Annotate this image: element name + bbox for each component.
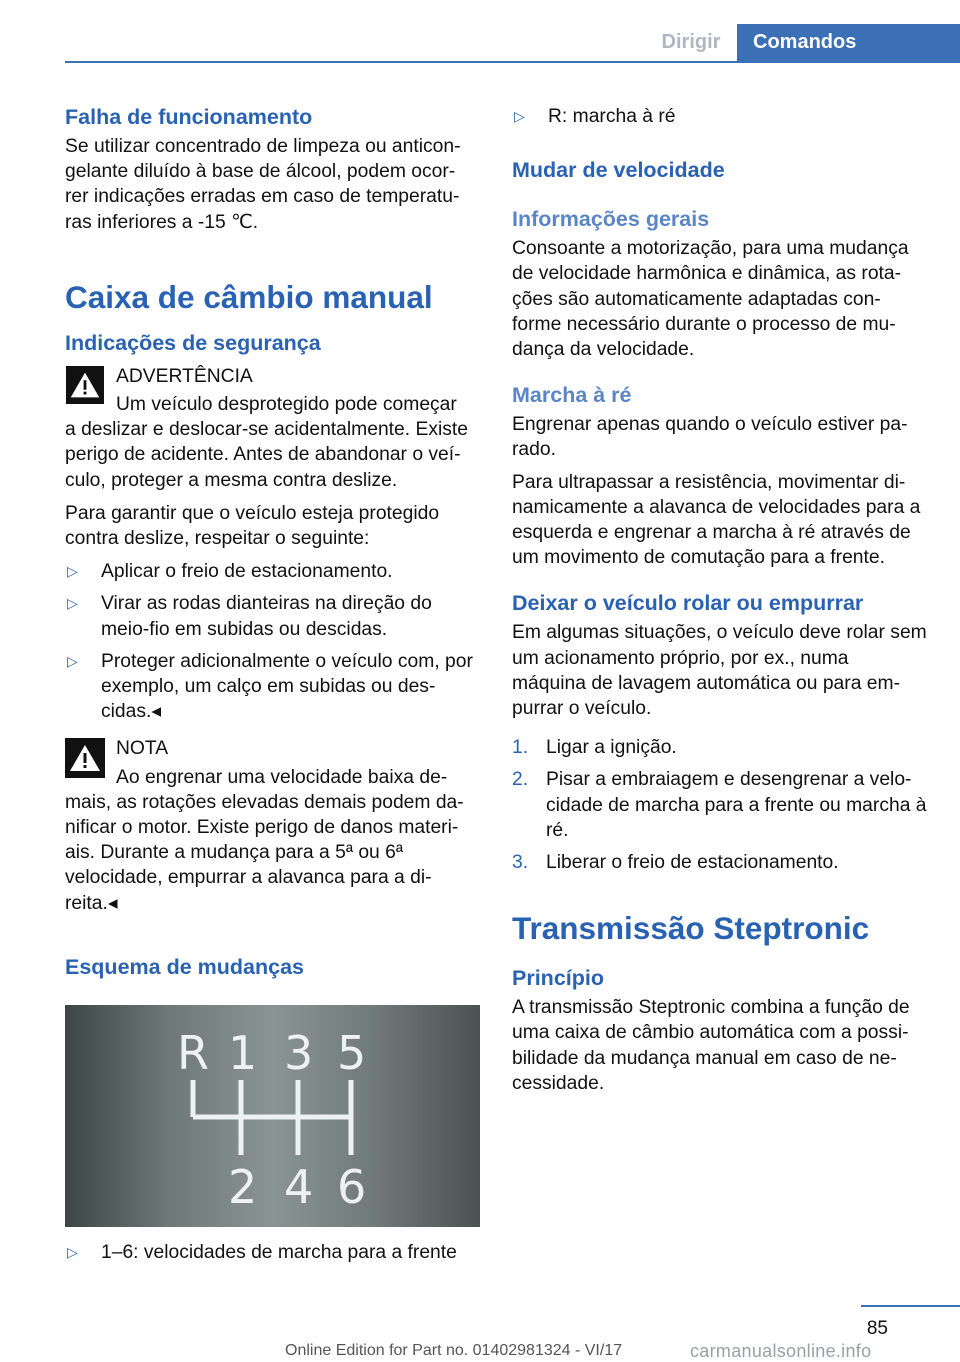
deixar-text: Em algumas situações, o veículo deve rolar sem um acionamento próprio, por ex., numa máquina de lavagem automática ou para em-purrar o veículo.: [512, 622, 927, 720]
bullet-list: [65, 559, 480, 724]
principio-text: A transmissão Steptronic combina a função de uma caixa de câmbio automática com a possi-bilidade da mudança manual em caso de ne-cessidade.: [512, 997, 910, 1094]
r-bullet-text: R: marcha à ré: [548, 106, 676, 127]
mudar-title: Mudar de velocidade: [512, 158, 725, 183]
step-text: Liberar o freio de estacionamento.: [546, 852, 839, 874]
gear-label-2: 2: [228, 1160, 258, 1214]
warning2-text-rest: mais, as rotações elevadas demais podem da-nificar o motor. Existe perigo de danos materi-ais. Durante a mudança para a 5ª ou 6ª velocidade, empurrar a alavanca para a di-reita.◂: [65, 791, 464, 914]
scheme-title: Esquema de mudanças: [65, 954, 304, 979]
list-item: [512, 850, 927, 875]
info-text: Consoante a motorização, para uma mudança de velocidade harmônica e dinâmica, as rota-ções são automaticamente adaptadas con-forme necessário durante o processo de mu-dança da velocidade.: [512, 238, 909, 361]
gear-label-r: R: [177, 1026, 209, 1080]
principio-title: Princípio: [512, 966, 604, 991]
tab-comandos[interactable]: Comandos: [737, 24, 960, 61]
triangle-bullet-icon: ▷: [67, 652, 78, 669]
falha-text: Se utilizar concentrado de limpeza ou anticon-gelante diluído à base de álcool, podem ocor-rer indicações erradas em caso de temperatu-ras inferiores a -15 ℃.: [65, 136, 461, 233]
left-column: [65, 104, 480, 982]
bullet-text: Aplicar o freio de estacionamento.: [101, 561, 393, 583]
step-text: Ligar a ignição.: [546, 737, 677, 759]
triangle-bullet-icon: ▷: [67, 1244, 78, 1260]
gear-label-4: 4: [284, 1160, 314, 1214]
deixar-title: Deixar o veículo rolar ou empurrar: [512, 591, 864, 616]
tab-dirigir[interactable]: Dirigir: [661, 31, 721, 53]
warning-triangle-icon: [65, 738, 105, 778]
list-item: [65, 649, 480, 725]
marcha-text1: Engrenar apenas quando o veículo estiver pa-rado.: [512, 414, 908, 461]
warning2-head: NOTA: [116, 738, 169, 760]
list-item: [65, 559, 480, 584]
steps-list: [512, 735, 927, 875]
warning1-text-first: Um veículo desprotegido pode começar: [116, 394, 457, 416]
warning1-text-rest: a deslizar e deslocar-se acidentalmente. Existe perigo de acidente. Antes de abandonar o veí-culo, proteger a mesma contra deslize.: [65, 419, 468, 491]
para-intro: Para garantir que o veículo esteja protegido contra deslize, respeitar o seguinte:: [65, 502, 440, 550]
marcha-text2: Para ultrapassar a resistência, movimentar di-namicamente a alavanca de velocidades para a esquerda e engrenar a marcha à ré através de um movimento de comutação para a frente.: [512, 471, 921, 569]
warning-advertencia: [65, 364, 480, 493]
gear-shift-pattern-image: [65, 1005, 480, 1227]
triangle-bullet-icon: ▷: [67, 595, 78, 612]
step-text: Pisar a embraiagem e desengrenar a velo-cidade de marcha para a frente ou marcha à ré.: [546, 769, 927, 841]
step-number: 3.: [512, 852, 529, 874]
steptronic-title: Transmissão Steptronic: [512, 910, 870, 947]
triangle-bullet-icon: ▷: [67, 563, 78, 580]
scheme-bullet-text: 1–6: velocidades de marcha para a frente: [101, 1242, 457, 1263]
gear-label-1: 1: [228, 1026, 258, 1080]
list-item: [65, 591, 480, 641]
safety-title: Indicações de segurança: [65, 330, 321, 355]
bullet-text: Proteger adicionalmente o veículo com, por exemplo, um calço em subidas ou des-cidas.◂: [101, 650, 473, 723]
page-number: 85: [866, 1318, 888, 1339]
footer-rule: [861, 1305, 960, 1307]
bullet-text: Virar as rodas dianteiras na direção do meio-fio em subidas ou descidas.: [101, 593, 432, 640]
marcha-title: Marcha à ré: [512, 383, 632, 408]
warning-triangle-icon: [65, 366, 105, 406]
gear-label-3: 3: [284, 1026, 314, 1080]
info-title: Informações gerais: [512, 207, 710, 232]
step-number: 1.: [512, 737, 529, 759]
right-column: [512, 104, 927, 1096]
falha-title: Falha de funcionamento: [65, 105, 313, 129]
edition-note: Online Edition for Part no. 01402981324 - VI/17: [285, 1342, 623, 1359]
list-item: [512, 735, 927, 760]
main-title: Caixa de câmbio manual: [65, 278, 433, 315]
watermark-text: carmanualsonline.info: [690, 1341, 872, 1361]
warning2-text-first: Ao engrenar uma velocidade baixa de-: [116, 766, 448, 788]
header-rule: [65, 61, 960, 63]
gear-label-5: 5: [337, 1026, 367, 1080]
step-number: 2.: [512, 769, 529, 791]
warning-nota: [65, 736, 480, 915]
warning1-head: ADVERTÊNCIA: [116, 365, 253, 387]
list-item: [512, 767, 927, 843]
scheme-bullet: [65, 1240, 480, 1265]
gear-label-6: 6: [337, 1160, 367, 1214]
triangle-bullet-icon: ▷: [514, 108, 525, 124]
list-item: [512, 104, 927, 129]
